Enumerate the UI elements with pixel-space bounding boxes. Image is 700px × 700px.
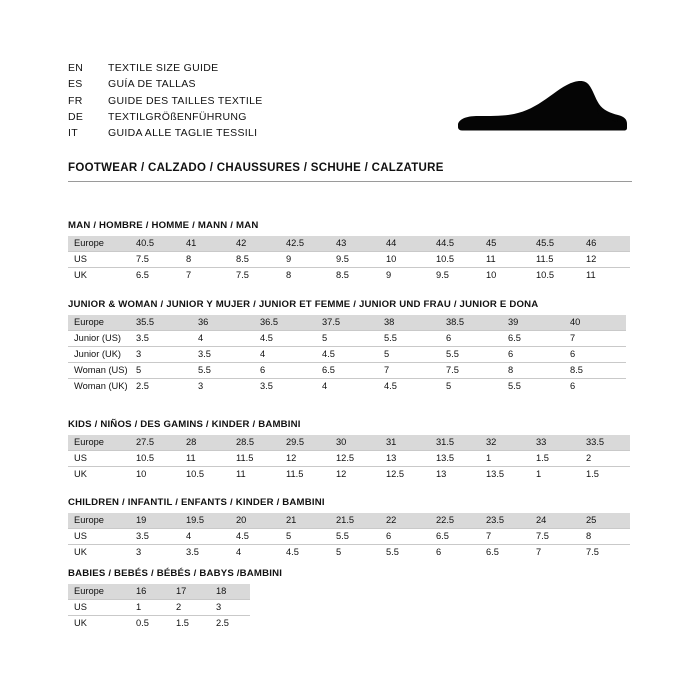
table-row xyxy=(68,363,626,379)
row-label: Woman (US) xyxy=(68,363,130,379)
row-label: Europe xyxy=(68,236,130,252)
table-row xyxy=(68,545,630,561)
size-cell: 6 xyxy=(436,547,442,557)
row-label: Europe xyxy=(68,584,130,600)
size-cell: 2 xyxy=(580,451,630,467)
language-text: GUÍA DE TALLAS xyxy=(108,78,196,91)
size-cell: 6.5 xyxy=(136,270,149,280)
size-table xyxy=(68,435,630,482)
size-cell: 4 xyxy=(192,331,254,347)
size-cell: 13 xyxy=(380,451,430,467)
size-cell: 22 xyxy=(380,513,430,529)
size-cell: 11 xyxy=(480,252,530,268)
table-row xyxy=(68,451,630,467)
size-cell: 12.5 xyxy=(386,469,405,479)
size-cell: 11 xyxy=(236,469,246,479)
size-cell: 9 xyxy=(386,270,392,280)
table-row xyxy=(68,616,250,632)
size-cell: 45 xyxy=(480,236,530,252)
size-cell: 11.5 xyxy=(230,451,280,467)
language-code: ES xyxy=(68,78,83,91)
size-cell: 5 xyxy=(336,547,342,557)
size-cell: 11 xyxy=(180,451,230,467)
size-table xyxy=(68,236,630,283)
size-cell: 12 xyxy=(580,252,630,268)
size-cell: 5.5 xyxy=(508,381,521,391)
size-cell: 4.5 xyxy=(316,347,378,363)
table-row xyxy=(68,315,626,331)
size-cell: 5 xyxy=(378,347,440,363)
size-cell: 31 xyxy=(380,435,430,451)
row-label: UK xyxy=(74,270,87,280)
size-cell: 8 xyxy=(180,252,230,268)
size-table-block xyxy=(68,419,632,482)
size-cell: 27.5 xyxy=(130,435,180,451)
size-cell: 21 xyxy=(280,513,330,529)
size-cell: 31.5 xyxy=(430,435,480,451)
size-cell: 6.5 xyxy=(486,547,499,557)
size-cell: 2.5 xyxy=(136,381,149,391)
size-cell: 4.5 xyxy=(254,331,316,347)
size-cell: 33.5 xyxy=(580,435,630,451)
size-cell: 7.5 xyxy=(530,529,580,545)
size-cell: 21.5 xyxy=(330,513,380,529)
size-cell: 4.5 xyxy=(384,381,397,391)
size-cell: 5 xyxy=(316,331,378,347)
size-cell: 11.5 xyxy=(286,469,304,479)
size-cell: 6.5 xyxy=(430,529,480,545)
size-cell: 1 xyxy=(480,451,530,467)
size-cell: 5 xyxy=(130,363,192,379)
size-cell: 8 xyxy=(580,529,630,545)
size-cell: 2 xyxy=(170,600,210,616)
language-row xyxy=(68,111,263,127)
size-cell: 9.5 xyxy=(436,270,449,280)
size-cell: 6 xyxy=(570,381,576,391)
table-row xyxy=(68,513,630,529)
size-cell: 7.5 xyxy=(236,270,249,280)
size-cell: 8.5 xyxy=(336,270,349,280)
row-label: US xyxy=(68,252,130,268)
language-text: GUIDE DES TAILLES TEXTILE xyxy=(108,94,263,107)
size-cell: 28 xyxy=(180,435,230,451)
table-row xyxy=(68,600,250,616)
size-cell: 44 xyxy=(380,236,430,252)
size-cell: 3.5 xyxy=(130,529,180,545)
size-cell: 5.5 xyxy=(386,547,399,557)
size-cell: 33 xyxy=(530,435,580,451)
size-cell: 3 xyxy=(198,381,204,391)
size-cell: 0.5 xyxy=(136,618,149,628)
size-cell: 24 xyxy=(530,513,580,529)
row-label: US xyxy=(68,529,130,545)
size-cell: 7 xyxy=(564,331,626,347)
size-cell: 13.5 xyxy=(486,469,505,479)
size-cell: 7.5 xyxy=(586,547,599,557)
size-cell: 39 xyxy=(502,315,564,331)
size-cell: 17 xyxy=(170,584,210,600)
row-label: Junior (UK) xyxy=(68,347,130,363)
size-table xyxy=(68,315,626,394)
size-table-title: BABIES / BEBÉS / BÉBÉS / BABYS /BAMBINI xyxy=(68,568,283,579)
size-cell: 9 xyxy=(280,252,330,268)
size-cell: 8 xyxy=(502,363,564,379)
size-cell: 10.5 xyxy=(430,252,480,268)
size-cell: 20 xyxy=(230,513,280,529)
size-cell: 3.5 xyxy=(130,331,192,347)
row-label: UK xyxy=(74,618,87,628)
language-list-body xyxy=(68,62,263,143)
row-label: Europe xyxy=(68,435,130,451)
size-cell: 4.5 xyxy=(286,547,299,557)
size-table xyxy=(68,584,250,631)
table-row xyxy=(68,252,630,268)
size-cell: 3.5 xyxy=(186,547,199,557)
size-cell: 11.5 xyxy=(530,252,580,268)
table-row xyxy=(68,331,626,347)
size-cell: 1.5 xyxy=(530,451,580,467)
header-divider xyxy=(68,181,632,182)
table-row xyxy=(68,467,630,483)
footwear-section-title: FOOTWEAR / CALZADO / CHAUSSURES / SCHUHE / CALZATURE xyxy=(68,162,444,174)
size-cell: 4 xyxy=(180,529,230,545)
size-cell: 25 xyxy=(580,513,630,529)
language-code: FR xyxy=(68,94,83,107)
size-table-title: JUNIOR & WOMAN / JUNIOR Y MUJER / JUNIOR ET FEMME / JUNIOR UND FRAU / JUNIOR E DONA xyxy=(68,299,539,310)
size-cell: 38 xyxy=(378,315,440,331)
size-cell: 4 xyxy=(322,381,328,391)
table-row xyxy=(68,347,626,363)
size-cell: 8.5 xyxy=(230,252,280,268)
size-cell: 4 xyxy=(236,547,242,557)
size-table-block xyxy=(68,497,632,560)
document-header xyxy=(68,62,632,143)
size-cell: 45.5 xyxy=(530,236,580,252)
size-cell: 36 xyxy=(192,315,254,331)
size-table-block xyxy=(68,220,632,283)
row-label: US xyxy=(68,451,130,467)
size-cell: 10 xyxy=(486,270,497,280)
table-row xyxy=(68,236,630,252)
row-label: Europe xyxy=(68,513,130,529)
size-table-title: KIDS / NIÑOS / DES GAMINS / KINDER / BAMBINI xyxy=(68,419,301,430)
table-row xyxy=(68,529,630,545)
language-code: DE xyxy=(68,110,84,123)
size-cell: 42.5 xyxy=(280,236,330,252)
size-cell: 5.5 xyxy=(330,529,380,545)
size-cell: 5 xyxy=(446,381,452,391)
size-cell: 1 xyxy=(536,469,542,479)
language-code: EN xyxy=(68,62,84,74)
size-cell: 7 xyxy=(480,529,530,545)
size-cell: 36.5 xyxy=(254,315,316,331)
table-row xyxy=(68,379,626,395)
size-table-block xyxy=(68,299,632,394)
row-label: US xyxy=(68,600,130,616)
size-table-title: CHILDREN / INFANTIL / ENFANTS / KINDER / BAMBINI xyxy=(68,497,325,508)
size-cell: 3 xyxy=(136,547,142,557)
language-row xyxy=(68,78,263,94)
size-table-block xyxy=(68,568,632,631)
size-cell: 23.5 xyxy=(480,513,530,529)
size-cell: 19 xyxy=(130,513,180,529)
size-cell: 38.5 xyxy=(440,315,502,331)
size-cell: 40.5 xyxy=(130,236,180,252)
size-cell: 7 xyxy=(536,547,542,557)
row-label: Junior (US) xyxy=(68,331,130,347)
size-cell: 12.5 xyxy=(330,451,380,467)
size-cell: 10.5 xyxy=(186,469,205,479)
size-cell: 10 xyxy=(136,469,147,479)
language-code: IT xyxy=(68,127,78,140)
size-cell: 3.5 xyxy=(192,347,254,363)
size-cell: 28.5 xyxy=(230,435,280,451)
size-cell: 3 xyxy=(210,600,250,616)
size-cell: 16 xyxy=(130,584,170,600)
table-row xyxy=(68,584,250,600)
size-cell: 4.5 xyxy=(230,529,280,545)
size-cell: 42 xyxy=(230,236,280,252)
size-cell: 6 xyxy=(254,363,316,379)
size-cell: 29.5 xyxy=(280,435,330,451)
size-cell: 40 xyxy=(564,315,626,331)
size-cell: 18 xyxy=(210,584,250,600)
size-cell: 8.5 xyxy=(564,363,626,379)
size-cell: 19.5 xyxy=(180,513,230,529)
size-cell: 12 xyxy=(280,451,330,467)
size-cell: 11 xyxy=(586,270,596,280)
size-cell: 9.5 xyxy=(330,252,380,268)
size-cell: 2.5 xyxy=(216,618,229,628)
size-cell: 5.5 xyxy=(192,363,254,379)
size-cell: 6 xyxy=(564,347,626,363)
language-text: GUIDA ALLE TAGLIE TESSILI xyxy=(108,127,258,140)
size-cell: 22.5 xyxy=(430,513,480,529)
language-row xyxy=(68,62,263,78)
language-text: TEXTILE SIZE GUIDE xyxy=(108,62,219,74)
size-cell: 6 xyxy=(440,331,502,347)
size-cell: 4 xyxy=(254,347,316,363)
size-cell: 1.5 xyxy=(586,469,599,479)
dress-shoe-icon xyxy=(452,78,632,140)
size-cell: 6.5 xyxy=(502,331,564,347)
size-cell: 13 xyxy=(436,469,447,479)
size-cell: 32 xyxy=(480,435,530,451)
size-cell: 30 xyxy=(330,435,380,451)
size-cell: 6 xyxy=(380,529,430,545)
size-cell: 8 xyxy=(286,270,292,280)
size-cell: 43 xyxy=(330,236,380,252)
row-label: UK xyxy=(74,547,87,557)
size-cell: 10.5 xyxy=(536,270,555,280)
size-cell: 41 xyxy=(180,236,230,252)
size-cell: 10.5 xyxy=(130,451,180,467)
size-cell: 7.5 xyxy=(130,252,180,268)
size-cell: 12 xyxy=(336,469,347,479)
language-text: TEXTILGRÖßENFÜHRUNG xyxy=(108,110,247,123)
size-cell: 37.5 xyxy=(316,315,378,331)
size-table xyxy=(68,513,630,560)
size-cell: 7 xyxy=(186,270,192,280)
size-cell: 35.5 xyxy=(130,315,192,331)
row-label: UK xyxy=(74,469,87,479)
size-cell: 7.5 xyxy=(440,363,502,379)
size-cell: 6 xyxy=(502,347,564,363)
size-cell: 7 xyxy=(378,363,440,379)
size-cell: 44.5 xyxy=(430,236,480,252)
size-cell: 46 xyxy=(580,236,630,252)
language-list xyxy=(68,62,263,143)
size-cell: 1 xyxy=(130,600,170,616)
language-row xyxy=(68,127,263,143)
size-table-title: MAN / HOMBRE / HOMME / MANN / MAN xyxy=(68,220,259,231)
size-cell: 5.5 xyxy=(378,331,440,347)
size-cell: 1.5 xyxy=(176,618,189,628)
size-cell: 13.5 xyxy=(430,451,480,467)
row-label: Europe xyxy=(68,315,130,331)
row-label: Woman (UK) xyxy=(74,381,128,391)
size-cell: 5 xyxy=(280,529,330,545)
size-cell: 3 xyxy=(130,347,192,363)
size-cell: 5.5 xyxy=(440,347,502,363)
size-cell: 10 xyxy=(380,252,430,268)
language-row xyxy=(68,95,263,111)
size-cell: 3.5 xyxy=(260,381,273,391)
table-row xyxy=(68,268,630,284)
size-cell: 6.5 xyxy=(316,363,378,379)
table-row xyxy=(68,435,630,451)
